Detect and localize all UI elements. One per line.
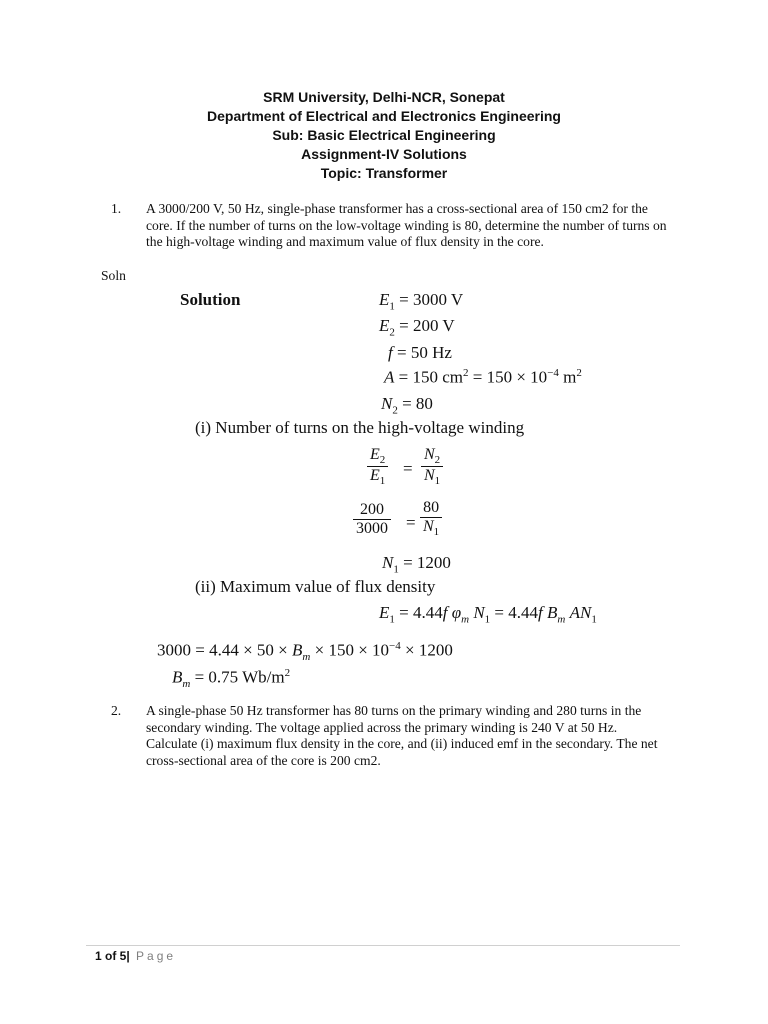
emf-equation: $E_1 = 4.44f$ $\varphi_m$ $N_1 = 4.44f$ $B_m$ $AN_1$ [379, 603, 597, 626]
part-1-heading: (i) Number of turns on the high-voltage winding [195, 418, 525, 437]
question-2-text: A single-phase 50 Hz transformer has 80 turns on the primary winding and 280 turns in the secondary winding. The voltage applied across the primary winding is 240 V at 50 Hz. Calculate (i) maximum flux density in the core, and (ii) induced emf in the secondary. The net cross-sectional area of the core is 200 cm2. [146, 703, 658, 768]
page-number: 1 of 5| [95, 949, 130, 963]
part-2-heading: (ii) Maximum value of flux density [195, 577, 436, 596]
fraction-80-n1: $\frac{80}{N_1}$ [420, 499, 442, 538]
given-f: f = 50 Hz [388, 343, 452, 362]
calculation-line: $3000 = 4.44 \times 50 \times B_m \times 150 \times 10^{-4} \times 1200$ [157, 640, 453, 664]
given-area: A = 150 $cm^2 = 150 \times 10^{-4}$ $m^2$ [384, 367, 582, 387]
header-assignment: Assignment-IV Solutions [301, 146, 467, 162]
fraction-e2-e1: $\frac{E_2}{E_1}$ [367, 446, 388, 487]
equals-sign: = [403, 459, 413, 478]
page-footer [95, 949, 176, 963]
given-e2: $E_2 = 200$ V [379, 316, 455, 339]
equals-sign: = [406, 513, 416, 532]
question-1-number: 1. [111, 201, 122, 216]
footer-divider [86, 945, 680, 946]
given-e1: $E_1 = 3000$ V [379, 290, 464, 313]
given-n2: $N_2 = 80$ [381, 394, 433, 417]
soln-label: Soln [101, 268, 126, 283]
question-1-text: A 3000/200 V, 50 Hz, single-phase transformer has a cross-sectional area of 150 cm2 for the core. If the number of turns on the low-voltage winding is 80, determine the number of turns on the high-voltage winding and maximum value of flux density in the core. [146, 201, 667, 249]
question-2-number: 2. [111, 703, 122, 718]
page-word: Page [129, 949, 177, 963]
result-bm: $B_m = 0.75$ $Wb/m^2$ [172, 667, 291, 691]
solution-title: Solution [180, 290, 241, 309]
header-topic: Topic: Transformer [320, 165, 448, 181]
header-subject: Sub: Basic Electrical Engineering [272, 127, 496, 143]
fraction-n2-n1: $\frac{N_2}{N_1}$ [421, 446, 443, 487]
header-department: Department of Electrical and Electronics Engineering [207, 108, 561, 124]
fraction-200-3000: $\frac{200}{3000}$ [353, 501, 391, 538]
result-n1: $N_1 = 1200$ [382, 553, 451, 576]
header-university: SRM University, Delhi-NCR, Sonepat [263, 89, 505, 105]
